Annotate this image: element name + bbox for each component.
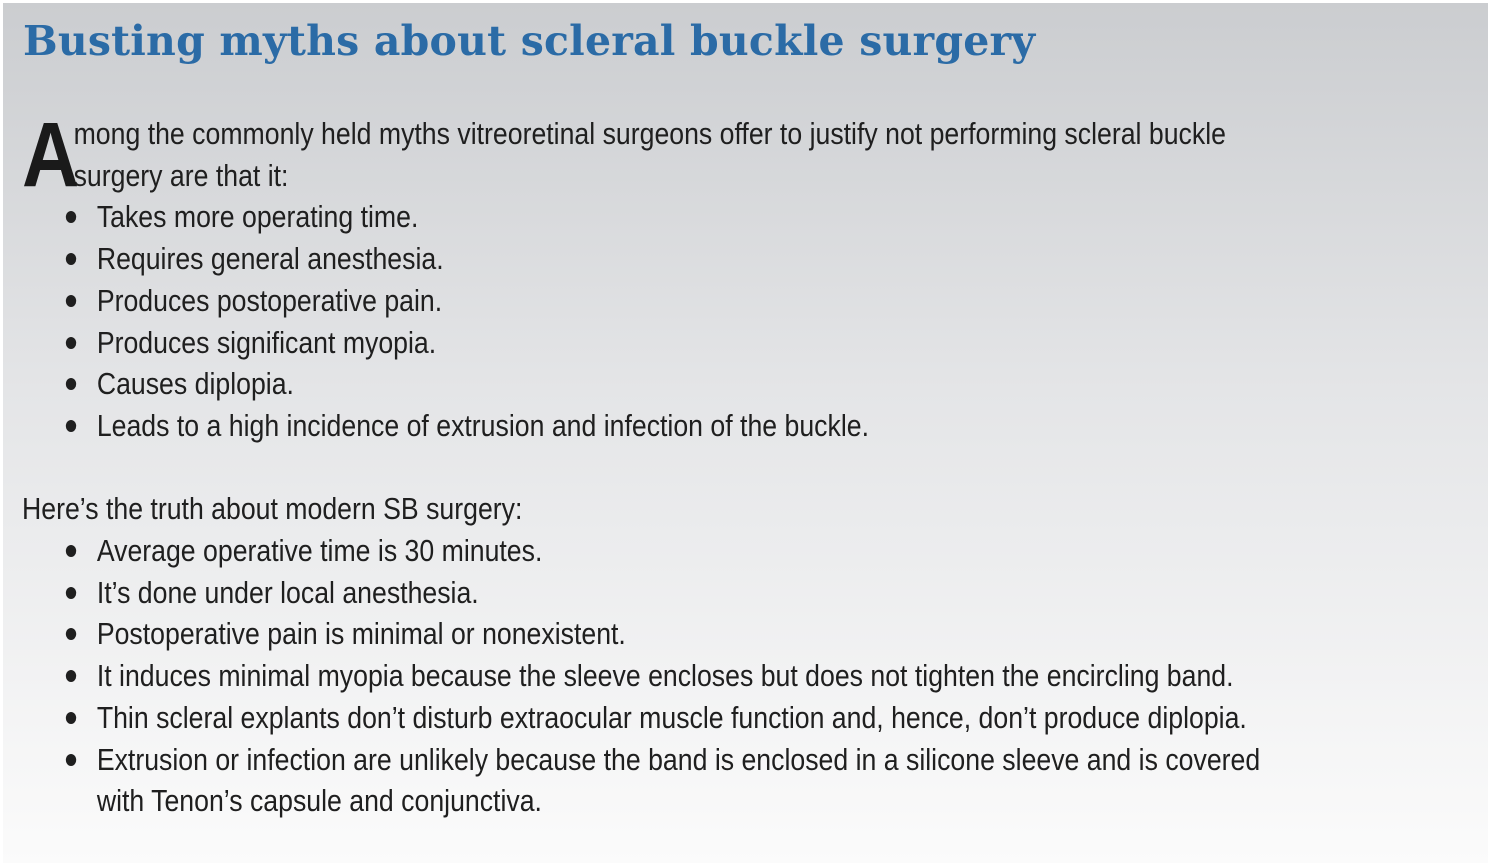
truth-item: It induces minimal myopia because the sleeve encloses but does not tighten the encircling band. (22, 655, 1278, 697)
myth-item: Causes diplopia. (22, 363, 1278, 405)
truth-item: Average operative time is 30 minutes. (22, 530, 1278, 572)
drop-cap: A (22, 104, 80, 206)
myth-item: Requires general anesthesia. (22, 238, 1278, 280)
sidebar-box (3, 3, 1488, 863)
myth-item: Produces significant myopia. (22, 322, 1278, 364)
intro-paragraph (22, 104, 1278, 206)
truth-lead: Here’s the truth about modern SB surgery: (22, 491, 523, 527)
myth-item: Leads to a high incidence of extrusion and infection of the buckle. (22, 405, 1278, 447)
myths-list (22, 196, 1278, 446)
truth-item: It’s done under local anesthesia. (22, 572, 1278, 614)
truth-item: Thin scleral explants don’t disturb extraocular muscle function and, hence, don’t produce diplopia. (22, 697, 1278, 739)
truth-last-line-2: with Tenon’s capsule and conjunctiva. (96, 783, 542, 819)
paragraph-gap (22, 447, 1278, 489)
intro-line-2: surgery are that it: (73, 157, 289, 193)
myth-item: Takes more operating time. (22, 196, 1278, 238)
sidebar-body (22, 104, 1278, 822)
intro-line-1: mong the commonly held myths vitreoretinal surgeons offer to justify not performing scleral buckle (73, 116, 1226, 151)
truths-list (22, 530, 1278, 822)
sidebar-title: Busting myths about scleral buckle surgery (23, 17, 1036, 65)
truth-item-last (22, 739, 1278, 822)
truth-last-line-1: Extrusion or infection are unlikely because the band is enclosed in a silicone sleeve and is covered (96, 741, 1261, 777)
myth-item: Produces postoperative pain. (22, 280, 1278, 322)
truth-item: Postoperative pain is minimal or nonexistent. (22, 613, 1278, 655)
